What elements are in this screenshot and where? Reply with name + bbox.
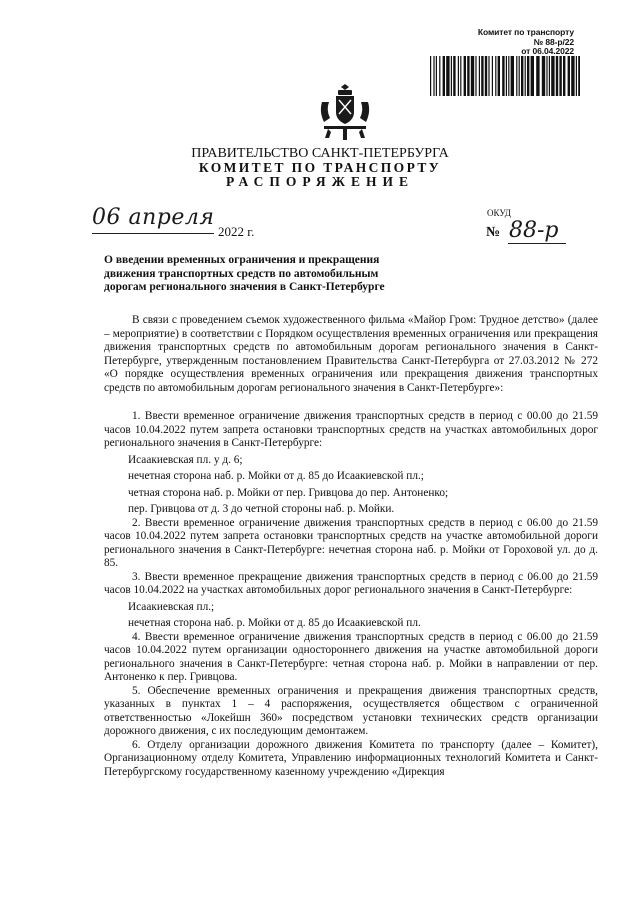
barcode-bar <box>451 56 452 96</box>
barcode-bar <box>556 56 558 96</box>
clause-1-item: пер. Гривцова от д. 3 до четной стороны наб. р. Мойки. <box>128 503 395 515</box>
date-year: 2022 г. <box>218 224 255 239</box>
clause-1-item: Исаакиевская пл. у д. 6; <box>128 453 243 466</box>
number-sign: № <box>486 225 501 240</box>
barcode-bar <box>439 56 440 96</box>
barcode-bar <box>467 56 469 96</box>
barcode-bar <box>551 56 554 96</box>
barcode-bar <box>576 56 577 96</box>
barcode-bar <box>488 56 489 96</box>
barcode-bar <box>531 56 534 96</box>
handwritten-date: 06 апреля <box>92 205 215 230</box>
coat-of-arms-emblem <box>318 82 372 142</box>
barcode-bar <box>458 56 459 96</box>
barcode-bar <box>542 56 545 96</box>
barcode-bar <box>568 56 570 96</box>
barcode-bar <box>492 56 493 96</box>
barcode-bar <box>498 56 500 96</box>
document-body <box>104 314 598 779</box>
registration-stamp <box>478 28 574 57</box>
clause-6: 6. Отделу организации дорожного движения Комитета по транспорту (далее – Комитет), Организационному отделу Комитета, Управлению информационных технологий Комитета и Санкт-Петербургскому государственному казенному учреждению «Дирекция <box>104 738 598 778</box>
barcode-bar <box>549 56 550 96</box>
clause-1: 1. Ввести временное ограничение движения транспортных средств в период с 00.00 до 21.59 часов 10.04.2022 путем запрета остановки транспортных средств на участках автомобильных дорог регионального значения в Санкт-Петербурге: <box>104 410 598 449</box>
barcode-bar <box>506 56 507 96</box>
clause-3: 3. Ввести временное прекращение движения транспортных средств в период с 06.00 до 21.59 часов 10.04.2022 на участках автомобильных дорог регионального значения в Санкт-Петербурге: <box>104 570 598 596</box>
barcode <box>430 56 580 96</box>
clause-2: 2. Ввести временное ограничение движения транспортных средств в период с 06.00 до 21.59 часов 10.04.2022 путем запрета остановки транспортных средств на участке автомобильной дороги регионального значения в Санкт-Петербурге: нечетная сторона наб. р. Мойки от Гороховой ул. до д. 85. <box>104 516 598 569</box>
barcode-bar <box>479 56 480 96</box>
barcode-bar <box>443 56 445 96</box>
number-underline <box>508 243 566 244</box>
clause-1-item: четная сторона наб. р. Мойки от пер. Гривцова до пер. Антоненко; <box>128 486 449 499</box>
document-title: О введении временных ограничения и прекращения движения транспортных средств по автомобильным дорогам регионального значения в Санкт-Петербурге <box>104 254 385 293</box>
barcode-bar <box>546 56 547 96</box>
clause-3-item: Исаакиевская пл.; <box>128 600 215 613</box>
barcode-bar <box>525 56 526 96</box>
doc-type-header: РАСПОРЯЖЕНИЕ <box>225 174 415 189</box>
barcode-bar <box>511 56 514 96</box>
okud-label: ОКУД <box>487 208 511 218</box>
barcode-bar <box>519 56 520 96</box>
barcode-bar <box>460 56 461 96</box>
barcode-bar <box>563 56 565 96</box>
barcode-bar <box>453 56 455 96</box>
barcode-bar <box>464 56 466 96</box>
stamp-line-number: № 88-р/22 <box>533 36 574 47</box>
barcode-bar <box>475 56 476 96</box>
clause-1-item: нечетная сторона наб. р. Мойки от д. 85 до Исаакиевской пл.; <box>128 470 424 482</box>
barcode-bar <box>521 56 523 96</box>
committee-header: КОМИТЕТ ПО ТРАНСПОРТУ <box>198 160 442 175</box>
barcode-bar <box>446 56 449 96</box>
barcode-bar <box>508 56 509 96</box>
barcode-bar <box>571 56 574 96</box>
date-underline <box>92 233 214 234</box>
barcode-bar <box>536 56 539 96</box>
barcode-bar <box>485 56 487 96</box>
stamp-line-date: от 06.04.2022 <box>521 46 574 56</box>
barcode-bar <box>578 56 580 96</box>
barcode-bar <box>516 56 517 96</box>
preamble-paragraph: В связи с проведением съемок художественного фильма «Майор Гром: Трудное детство» (далее – мероприятие) в соответствии с Порядком осуществления временных ограничения или прекращения движения транспортных средств по автомобильным дорогам регионального значения в Санкт-Петербурге, утвержденным постановлением Правительства Санкт-Петербурга от 27.03.2012 № 272 «О порядке осуществления временных ограничения или прекращения движения транспортных средств по автомобильным дорогам регионального значения в Санкт-Петербурге»: <box>104 314 598 394</box>
barcode-bar <box>481 56 483 96</box>
barcode-bar <box>436 56 437 96</box>
stamp-line-committee: Комитет по транспорту <box>477 27 574 37</box>
barcode-bar <box>559 56 561 96</box>
barcode-bar <box>502 56 504 96</box>
barcode-bar <box>433 56 434 96</box>
barcode-bar <box>430 56 431 96</box>
clause-4: 4. Ввести временное ограничение движения транспортных средств в период с 06.00 до 21.59 часов 10.04.2022 путем организации одностороннего движения на участке автомобильной дороги регионального значения в Санкт-Петербурге: четная сторона наб. р. Мойки в направлении от пер. Антоненко к пер. Гривцова. <box>104 630 598 683</box>
clause-5: 5. Обеспечение временных ограничения и прекращения движения транспортных средств, указанных в пунктах 1 – 4 распоряжения, осуществляется обществом с ограниченной ответственностью «Локейшн 360» посредством установки технических средств организации дорожного движения, с их последующим демонтажем. <box>104 684 598 737</box>
handwritten-number: 88-р <box>509 218 559 243</box>
barcode-bar <box>471 56 474 96</box>
clause-3-item: нечетная сторона наб. р. Мойки от д. 85 до Исаакиевской пл. <box>128 617 421 629</box>
government-header: ПРАВИТЕЛЬСТВО САНКТ-ПЕТЕРБУРГА <box>191 146 449 161</box>
barcode-bar <box>527 56 529 96</box>
barcode-bar <box>495 56 496 96</box>
